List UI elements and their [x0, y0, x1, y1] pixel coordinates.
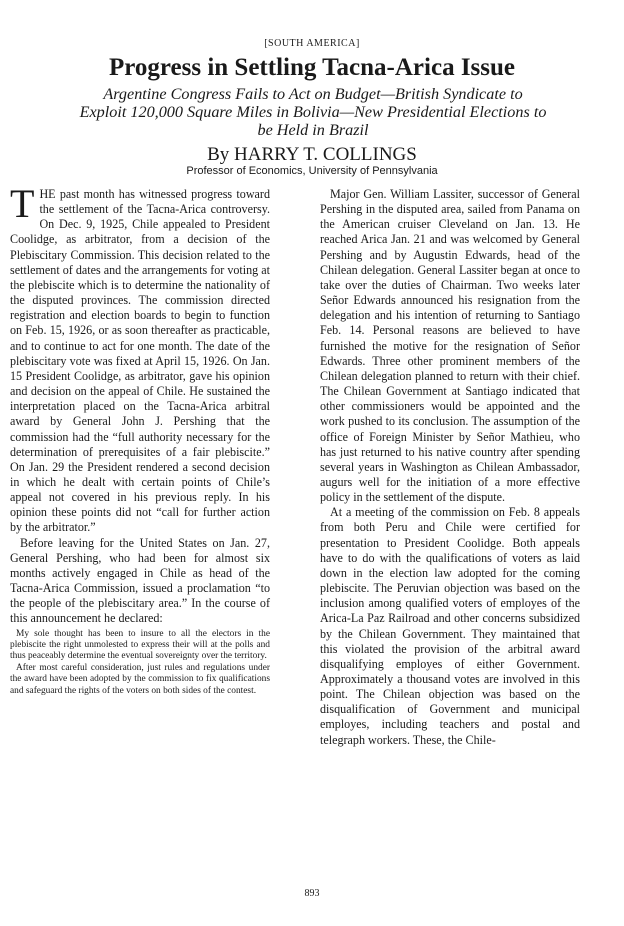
section-label: [SOUTH AMERICA]: [264, 38, 360, 49]
paragraph-text: HE past month has witnessed progress toward the settlement of the Tacna-Arica controversy. On Dec. 9, 1925, Chile appealed to President Coolidge, as arbitrator, from a decision of the Plebiscitary Commission. This decision related to the settlement of dates and the arrangements for voting at the plebiscite which is to determine the nationality of the disputed provinces. The commission directed registration and election boards to begin to function on Feb. 15, 1926, or as soon thereafter as practicable, and to continue to act for one month. The date of the plebiscitary vote was fixed at April 15, 1926. On Jan. 15 President Coolidge, as arbitrator, gave his opinion and decision on the appeal of Chile. He sustained the interpretation placed on the Tacna-Arica arbitral award by General John J. Pershing that the commission had the “full authority necessary for the determination of prerequisites of a fair plebiscite.” On Jan. 29 the President rendered a second decision in which he dealt with certain points of Chile’s appeal not covered in his previous reply. In his opinion these points did not “call for further action by the arbitrator.”: [10, 187, 270, 535]
author-affiliation: Professor of Economics, University of Pennsylvania: [186, 165, 438, 177]
left-column: [10, 181, 270, 697]
block-quote: [10, 629, 270, 697]
paragraph: [10, 181, 270, 536]
author-byline: By HARRY T. COLLINGS: [207, 144, 417, 165]
article-title: Progress in Settling Tacna-Arica Issue: [108, 54, 516, 81]
paragraph: Major Gen. William Lassiter, successor of General Pershing in the disputed area, sailed from Panama on the American cruiser Cleveland on Jan. 13. He reached Arica Jan. 21 and was welcomed by General Pershing and by Augustin Edwards, head of the Chilean delegation. General Lassiter began at once to take over the duties of Chairman. Two weeks later Señor Edwards announced his resignation from the delegation and his intention of returning to Santiago Feb. 14. Personal reasons are believed to have furnished the motive for the resignation of Señor Edwards. Three other prominent members of the Chilean delegation planned to return with their chief. The Chilean Government at Santiago indicated that other commissioners would be appointed and the work pushed to its conclusion. The assumption of the office of Foreign Minister by Señor Mathieu, who has just returned to his native country after spending several years in Washington as Chilean Ambassador, augurs well for the initiation of a more effective policy in the settlement of the dispute.: [320, 187, 580, 505]
paragraph: Before leaving for the United States on Jan. 27, General Pershing, who had been for almost six months actively engaged in Chile as head of the Tacna-Arica Commission, issued a proclamation “to the people of the plebiscitary area.” In the course of this announcement he declared:: [10, 535, 270, 626]
right-column: [320, 187, 580, 748]
quote-paragraph: My sole thought has been to insure to all the electors in the plebiscite the right unmolested to express their will at the polls and thus peaceably determine the eventual sovereignty over the territory.: [10, 628, 270, 662]
article-subtitle: Argentine Congress Fails to Act on Budget—British Syndicate to Exploit 120,000 Square Miles in Bolivia—New Presidential Elections to be Held in Brazil: [79, 85, 547, 139]
quote-paragraph: After most careful consideration, just rules and regulations under the award have been adopted by the commission to fix qualifications and safeguard the rights of the voters on both sides of the contest.: [10, 662, 270, 696]
page-number: 893: [304, 888, 320, 899]
drop-cap: T: [10, 181, 35, 226]
paragraph: At a meeting of the commission on Feb. 8 appeals from both Peru and Chile were certified for presentation to President Coolidge. Both appeals have to do with the qualifications of voters as laid down in the election law adopted for the coming plebiscite. The Peruvian objection was based on the inclusion among qualified voters of employes of the Arica-La Paz Railroad and other concerns subsidized by the Chilean Government. They maintained that this violated the provision of the arbitral award disqualifying employes of either Government. Approximately a thousand votes are involved in this point. The Chilean objection was based on the disqualification of Government and municipal employes, including teachers and postal and telegraph workers. These, the Chile-: [320, 505, 580, 747]
